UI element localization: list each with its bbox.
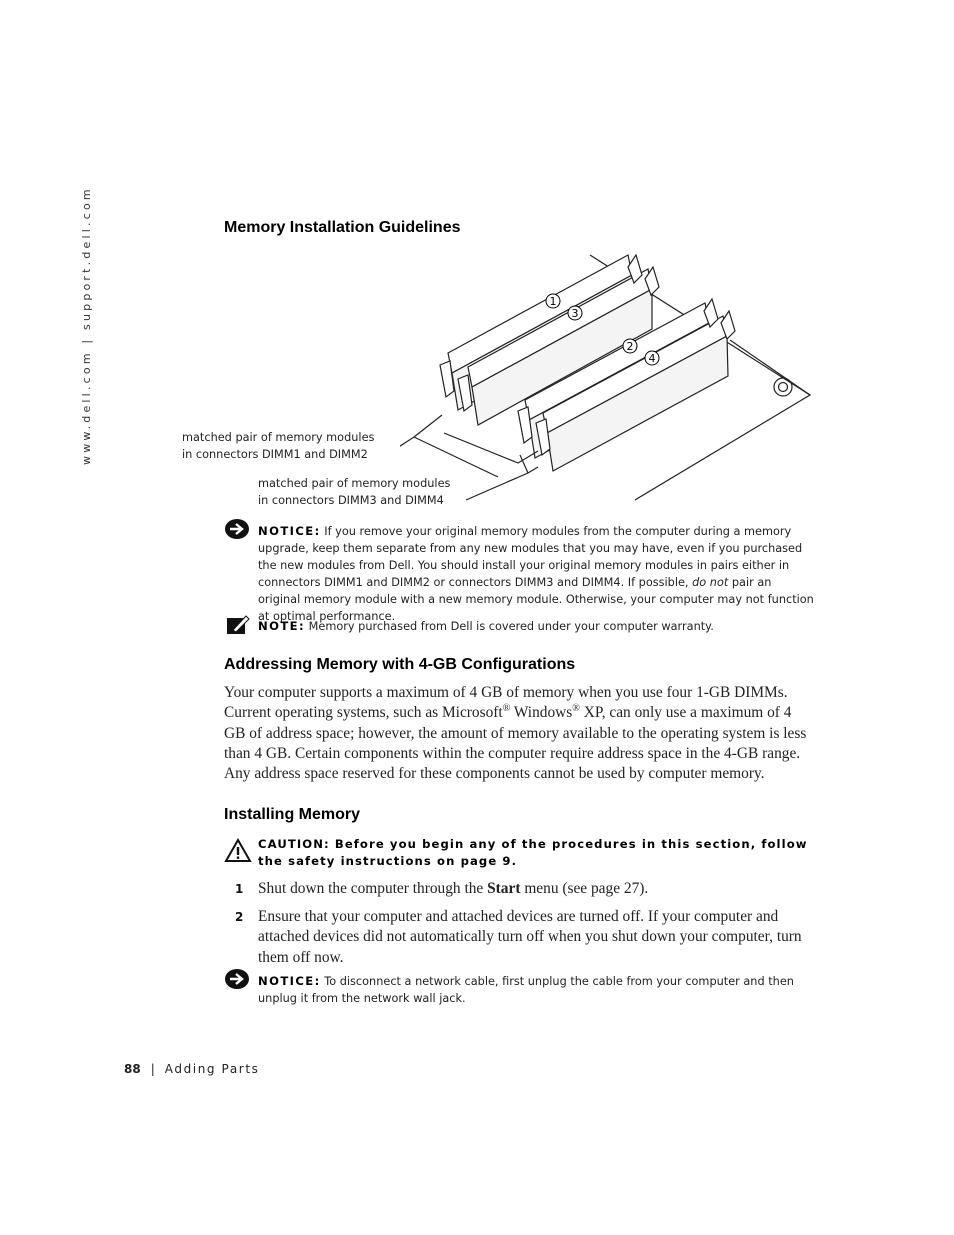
slot-label-1: 1 xyxy=(549,295,557,308)
step-number-2: 2 xyxy=(235,910,244,924)
footer-section-name: Adding Parts xyxy=(164,1062,260,1076)
callout-dimm3-dimm4: matched pair of memory modules in connectors DIMM3 and DIMM4 xyxy=(258,477,451,507)
page-footer: 88 | Adding Parts xyxy=(124,1062,260,1076)
slot-label-4: 4 xyxy=(648,352,656,365)
addressing-memory-paragraph: Your computer supports a maximum of 4 GB of memory when you use four 1-GB DIMMs. Current operating systems, such as Microsoft® Windows® XP, can only use a maximum of 4 GB of address space; however, the amount of memory available to the operating system is less than 4 GB. Certain components within the computer require address space in the 4-GB range. Any address space reserved for these components cannot be used by computer memory. xyxy=(224,684,807,783)
note-icon xyxy=(226,614,250,636)
notice-icon xyxy=(224,968,250,990)
note-warranty: NOTE: Memory purchased from Dell is covered under your computer warranty. xyxy=(258,619,714,633)
side-url: www.dell.com | support.dell.com xyxy=(80,186,93,465)
memory-modules-illustration xyxy=(400,245,820,510)
step-2-text: Ensure that your computer and attached devices are turned off. If your computer and attached devices did not automatically turn off when you shut down your computer, turn them off now. xyxy=(258,908,802,966)
step-1-text: Shut down the computer through the Start menu (see page 27). xyxy=(258,880,649,897)
slot-label-2: 2 xyxy=(626,340,634,353)
heading-installing-memory: Installing Memory xyxy=(224,806,361,823)
caution-safety-instructions: CAUTION: Before you begin any of the procedures in this section, follow the safety instructions on page 9. xyxy=(258,837,808,868)
step-number-1: 1 xyxy=(235,882,244,896)
heading-memory-installation-guidelines: Memory Installation Guidelines xyxy=(224,219,461,236)
notice-network-cable: NOTICE: To disconnect a network cable, first unplug the cable from your computer and then unplug it from the network wall jack. xyxy=(258,974,794,1005)
notice-icon xyxy=(224,518,250,540)
caution-icon xyxy=(224,838,252,863)
heading-addressing-memory: Addressing Memory with 4-GB Configurations xyxy=(224,656,576,673)
slot-label-3: 3 xyxy=(571,307,579,320)
page-number: 88 xyxy=(124,1062,141,1076)
callout-dimm1-dimm2: matched pair of memory modules in connectors DIMM1 and DIMM2 xyxy=(182,431,375,461)
notice-memory-modules: NOTICE: If you remove your original memory modules from the computer during a memory upgrade, keep them separate from any new modules that you may have, even if you purchased the new modules from Dell. You should install your original memory modules in pairs either in connectors DIMM1 and DIMM2 or connectors DIMM3 and DIMM4. If possible, do not pair an original memory module with a new memory module. Otherwise, your computer may not function at optimal performance. xyxy=(258,524,814,623)
